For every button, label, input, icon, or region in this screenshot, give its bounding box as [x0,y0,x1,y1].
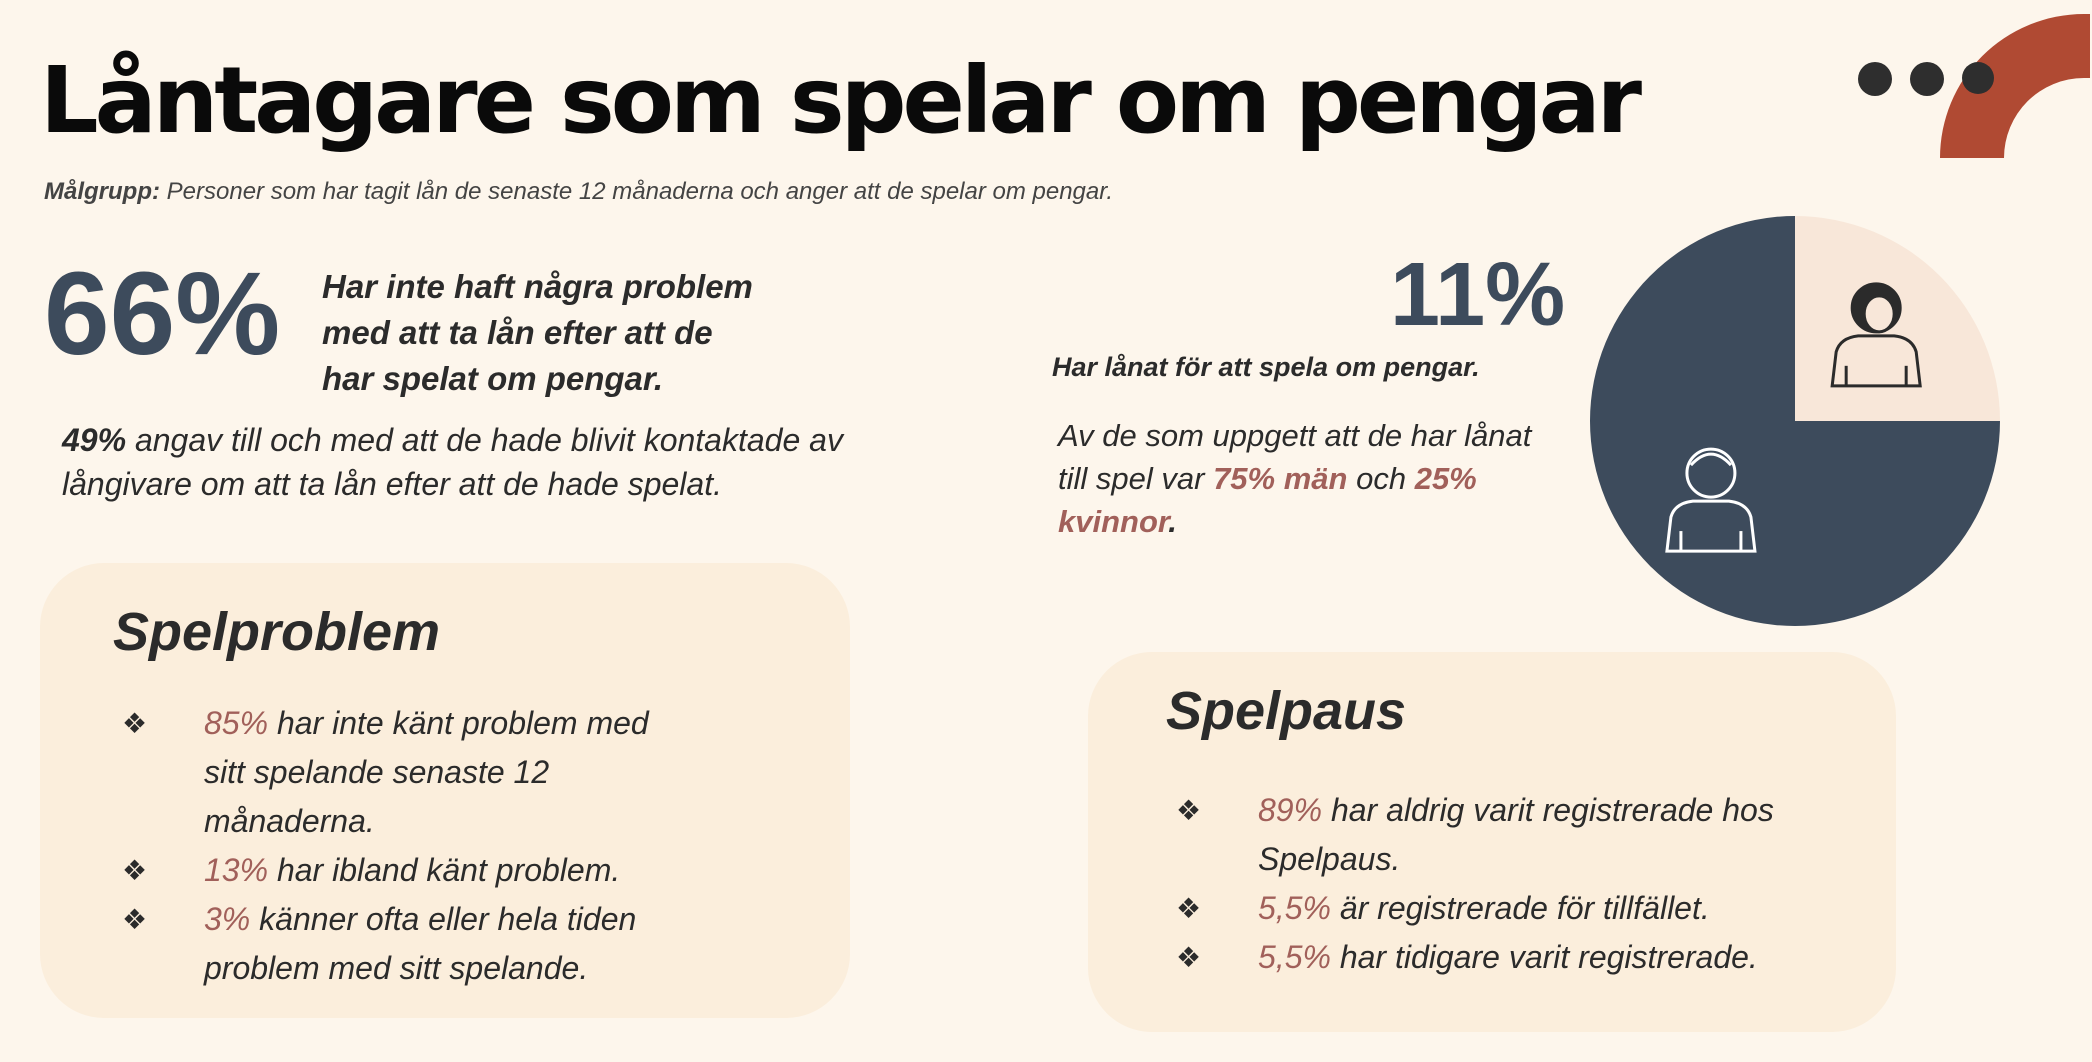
stat-main-line: Har inte haft några problem [322,268,753,305]
spelproblem-title: Spelproblem [113,602,441,662]
stat-borrowed-value: 11% [1390,245,1566,345]
item-text: månaderna. [204,803,375,839]
stat-contact-value: 49% [62,422,127,458]
dots-icon [1858,62,1964,96]
women-share-word: kvinnor [1058,504,1169,539]
gender-split-period: . [1168,504,1177,539]
bullet-icon: ❖ [122,855,148,886]
list-item [122,895,762,993]
stat-main-line: har spelat om pengar. [322,360,664,397]
gender-pie-chart [1590,216,2000,626]
item-pct: 5,5% [1258,890,1331,926]
men-share: 75% män [1213,461,1348,496]
item-pct: 13% [204,852,269,888]
spelpaus-card [1088,652,1896,1032]
item-text: har ibland känt problem. [268,852,621,888]
bullet-icon: ❖ [122,708,148,739]
list-item [1176,933,1876,982]
page-title: Låntagare som spelar om pengar [40,47,1639,154]
stat-contact [62,418,843,506]
spelproblem-list [122,699,762,993]
stat-borrowed-description: Har lånat för att spela om pengar. [1052,352,1480,382]
stat-contact-line: angav till och med att de hade blivit kontaktade av [134,422,843,458]
spelpaus-list [1176,786,1876,982]
item-text: har tidigare varit registrerade. [1330,939,1758,975]
item-text: problem med sitt spelande. [204,950,589,986]
item-text: är registrerade för tillfället. [1330,890,1710,926]
item-text: känner ofta eller hela tiden [250,901,637,937]
audience-text: Personer som har tagit lån de senaste 12 månaderna och anger att de spelar om pengar. [166,178,1114,205]
spelproblem-card [40,563,850,1018]
item-text: har inte känt problem med [268,705,649,741]
bullet-icon: ❖ [1176,893,1202,924]
item-pct: 85% [204,705,269,741]
gender-split-and: och [1356,461,1407,496]
list-item [1176,884,1876,933]
audience-label: Målgrupp: [44,178,160,205]
item-text: Spelpaus. [1258,841,1401,877]
women-share-pct: 25% [1414,461,1477,496]
gender-split-text [1058,414,1531,543]
stat-contact-line: långivare om att ta lån efter att de hade spelat. [62,466,722,502]
item-pct: 89% [1258,792,1323,828]
list-item [1176,786,1876,884]
spelpaus-title: Spelpaus [1166,681,1407,741]
list-item [122,699,762,846]
item-text: sitt spelande senaste 12 [204,754,550,790]
stat-main-line: med att ta lån efter att de [322,314,713,351]
target-audience [44,178,1113,206]
gender-split-prefix: till spel var [1058,461,1205,496]
stat-main-description [322,264,753,402]
bullet-icon: ❖ [122,904,148,935]
item-pct: 3% [204,901,251,937]
bullet-icon: ❖ [1176,942,1202,973]
bullet-icon: ❖ [1176,795,1202,826]
stat-main-value: 66% [44,248,281,380]
item-text: har aldrig varit registrerade hos [1322,792,1774,828]
gender-split-line: Av de som uppgett att de har lånat [1058,418,1532,453]
item-pct: 5,5% [1258,939,1331,975]
list-item [122,846,762,895]
